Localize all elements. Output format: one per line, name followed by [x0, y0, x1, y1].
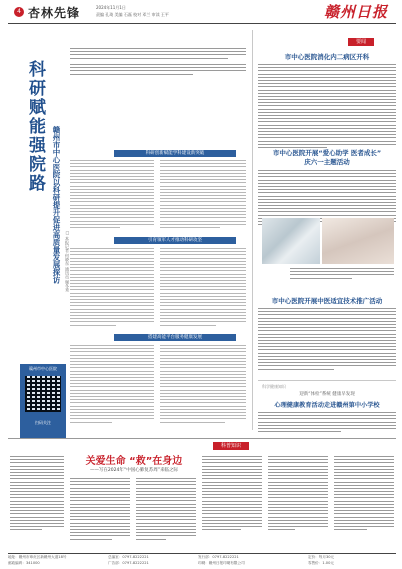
section-heading-2: 引育领军人才推动科研攻坚 [114, 237, 236, 244]
news-body-3 [258, 308, 396, 372]
footer-ad-phone: 广告部：0797-8222221 [108, 561, 149, 565]
page-number-badge: 4 [14, 7, 24, 17]
news-headline-1: 市中心医院消化内二病区开科 [284, 53, 370, 61]
footer-address: 地址：赣州市章贡区新赣州大道18号 [8, 555, 67, 559]
qr-label: 赣州市中心医院 [29, 366, 57, 371]
footer-price-monthly: 定价：每月30元 [308, 555, 335, 559]
issue-date: 2024年11月1日 [96, 5, 126, 10]
bottom-headline: 关爱生命 “救”在身边 [85, 456, 183, 467]
masthead-rule [8, 23, 396, 24]
feature-subtitle: 赣州市中心医院以科研提升促进高质量发展探访 [52, 126, 61, 284]
bottom-column-1 [10, 456, 64, 533]
news-body-4 [258, 412, 396, 434]
footer-dist-phone: 发行部：0797-8222221 [198, 555, 239, 559]
bottom-divider [8, 438, 396, 439]
news-kicker-4: 迎新“体检”系统 健康早发现 [299, 392, 355, 397]
bottom-column-3 [136, 478, 196, 542]
news-headline-4: 心理健康教育活动走进赣州第中小学校 [274, 402, 380, 409]
column-divider [252, 30, 253, 430]
bottom-column-4 [202, 456, 262, 533]
qr-card [20, 364, 66, 438]
intro-paragraph [70, 48, 246, 61]
story-column-1b [160, 160, 246, 230]
section-heading-3: 搭建高能平台服务健康发展 [114, 334, 236, 341]
paper-logo: 赣州日报 [324, 3, 389, 21]
story-column-3a [70, 345, 154, 425]
bottom-section-tag: 科普知识 [213, 442, 249, 450]
news-divider [258, 380, 396, 381]
staff-line: 责编 孔琦 美编 石磊 校对 邓兰 审读 王平 [96, 12, 169, 17]
news-headline-2-sub: 庆六一主题活动 [304, 158, 350, 166]
story-column-3b [160, 345, 246, 425]
bottom-column-2 [70, 478, 130, 542]
footer [8, 555, 396, 568]
health-knowledge-label: 科学健康知识 [262, 384, 286, 389]
footer-printer: 印刷：赣州日报印刷有限公司 [198, 561, 245, 565]
qr-caption: 扫码关注 [35, 420, 51, 425]
feature-title: 科研赋能强院路 [25, 60, 45, 193]
footer-editor-phone: 总编室：0797-8222221 [108, 555, 149, 559]
feature-title-block [22, 60, 68, 320]
bottom-column-6 [334, 456, 394, 533]
story-column-1a [70, 160, 154, 230]
bottom-subheadline: ——写在2024年“中国心肺复苏周”来临之际 [89, 468, 179, 473]
news-headline-3: 市中心医院开展中医适宜技术推广活动 [271, 297, 383, 305]
section-title: 杏林先锋 [28, 6, 81, 20]
photo-caption [290, 268, 394, 281]
news-photo-1 [262, 218, 320, 264]
footer-price-retail: 零售价：1.00元 [308, 561, 334, 565]
footer-rule [8, 553, 396, 554]
footer-postcode: 邮政编码：341000 [8, 561, 40, 565]
intro-paragraph-2 [70, 64, 246, 77]
news-section-tag: 要闻 [348, 38, 374, 46]
qr-code[interactable] [25, 376, 61, 412]
news-body-1 [258, 64, 396, 150]
story-column-2a [70, 248, 154, 328]
story-column-2b [160, 248, 246, 328]
news-headline-2: 市中心医院开展“爱心助学 医者成长” [272, 149, 382, 157]
bottom-column-5 [268, 456, 328, 533]
news-photo-2 [322, 218, 394, 264]
section-heading-1: 科研创新赋能学科建设新突破 [114, 150, 236, 157]
feature-byline: □ 本报记者 何晓东 通讯员 谢冬秀 [65, 230, 70, 293]
masthead [0, 0, 402, 24]
